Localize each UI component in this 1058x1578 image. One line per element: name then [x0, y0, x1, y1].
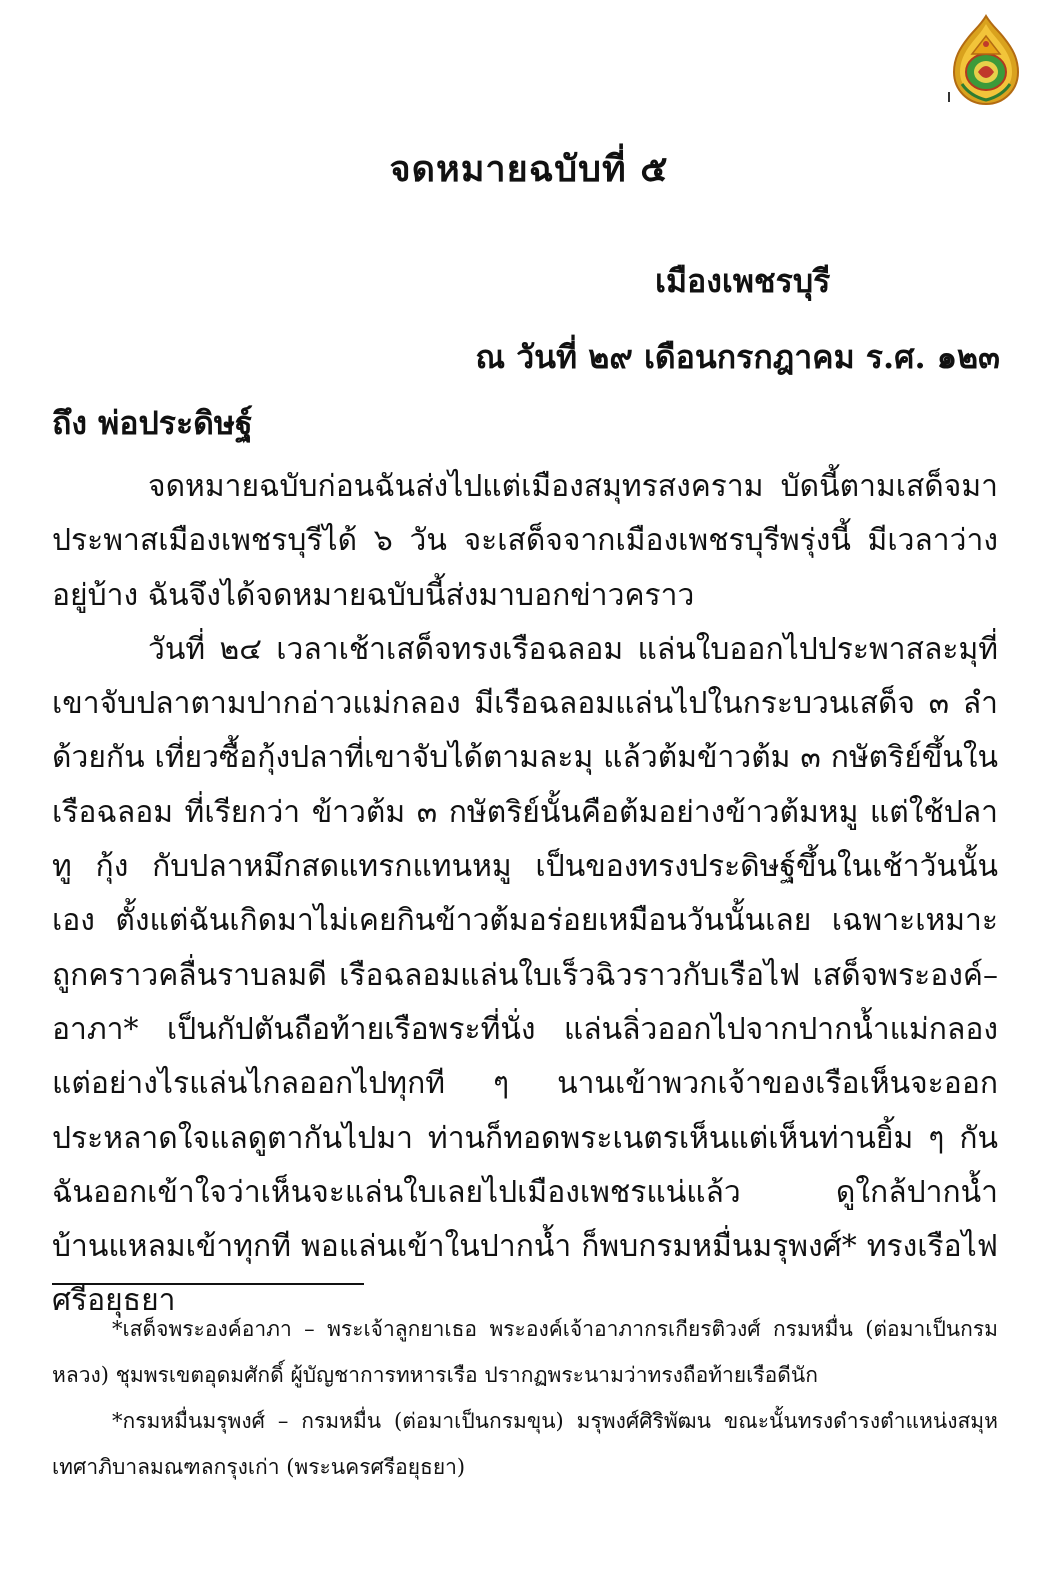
footnote-1: *เสด็จพระองค์อาภา – พระเจ้าลูกยาเธอ พระองค์เจ้าอาภากรเกียรติวงศ์ กรมหมื่น (ต่อมาเป็นกรมหลวง) ชุมพรเขตอุดมศักดิ์ ผู้บัญชาการทหารเรือ ปรากฏพระนามว่าทรงถือท้ายเรือดีนัก — [52, 1317, 998, 1387]
letter-date: ณ วันที่ ๒๙ เดือนกรกฎาคม ร.ศ. ๑๒๓ — [475, 338, 1000, 376]
scan-mark — [948, 92, 950, 102]
footnote-2: *กรมหมื่นมรุพงศ์ – กรมหมื่น (ต่อมาเป็นกรมขุน) มรุพงศ์ศิริพัฒน ขณะนั้นทรงดำรงตำแหน่งสมุหเทศาภิบาลมณฑลกรุงเก่า (พระนครศรีอยุธยา) — [52, 1409, 998, 1479]
letter-title: จดหมายฉบับที่ ๕ — [389, 148, 669, 190]
body-paragraph-2: วันที่ ๒๔ เวลาเช้าเสด็จทรงเรือฉลอม แล่นใบออกไปประพาสละมุที่เขาจับปลาตามปากอ่าวแม่กลอง มีเรือฉลอมแล่นไปในกระบวนเสด็จ ๓ ลำด้วยกัน เที่ยวซื้อกุ้งปลาที่เขาจับได้ตามละมุ แล้วต้มข้าวต้ม ๓ กษัตริย์ขึ้นในเรือฉลอม ที่เรียกว่า ข้าวต้ม ๓ กษัตริย์นั้นคือต้มอย่างข้าวต้มหมู แต่ใช้ปลาทู กุ้ง กับปลาหมึกสดแทรกแทนหมู เป็นของทรงประดิษฐ์ขึ้นในเช้าวันนั้นเอง ตั้งแต่ฉันเกิดมาไม่เคยกินข้าวต้มอร่อยเหมือนวันนั้นเลย เฉพาะเหมาะถูกคราวคลื่นราบลมดี เรือฉลอมแล่นใบเร็วฉิวราวกับเรือไฟ เสด็จพระองค์–อาภา* เป็นกัปตันถือท้ายเรือพระที่นั่ง แล่นลิ่วออกไปจากปากน้ำแม่กลองแต่อย่างไรแล่นไกลออกไปทุกที ๆ นานเข้าพวกเจ้าของเรือเห็นจะออกประหลาดใจแลดูตากันไปมา ท่านก็ทอดพระเนตรเห็นแต่เห็นท่านยิ้ม ๆ กันฉันออกเข้าใจว่าเห็นจะแล่นใบเลยไปเมืองเพชรแน่แล้ว ดูใกล้ปากน้ำบ้านแหลมเข้าทุกที พอแล่นเข้าในปากน้ำ ก็พบกรมหมื่นมรุพงศ์* ทรงเรือไฟศรีอยุธยา — [52, 631, 998, 1319]
body-paragraph-1: จดหมายฉบับก่อนฉันส่งไปแต่เมืองสมุทรสงคราม บัดนี้ตามเสด็จมาประพาสเมืองเพชรบุรีได้ ๖ วัน จะเสด็จจากเมืองเพชรบุรีพรุ่งนี้ มีเวลาว่างอยู่บ้าง ฉันจึงได้จดหมายฉบับนี้ส่งมาบอกข่าวคราว — [52, 469, 998, 613]
footnote-divider — [52, 1283, 364, 1285]
letter-place: เมืองเพชรบุรี — [655, 262, 831, 300]
letter-salutation: ถึง พ่อประดิษฐ์ — [52, 404, 253, 442]
letter-body — [52, 460, 998, 1329]
footnotes — [52, 1306, 998, 1490]
school-crest-emblem-icon — [950, 14, 1022, 106]
